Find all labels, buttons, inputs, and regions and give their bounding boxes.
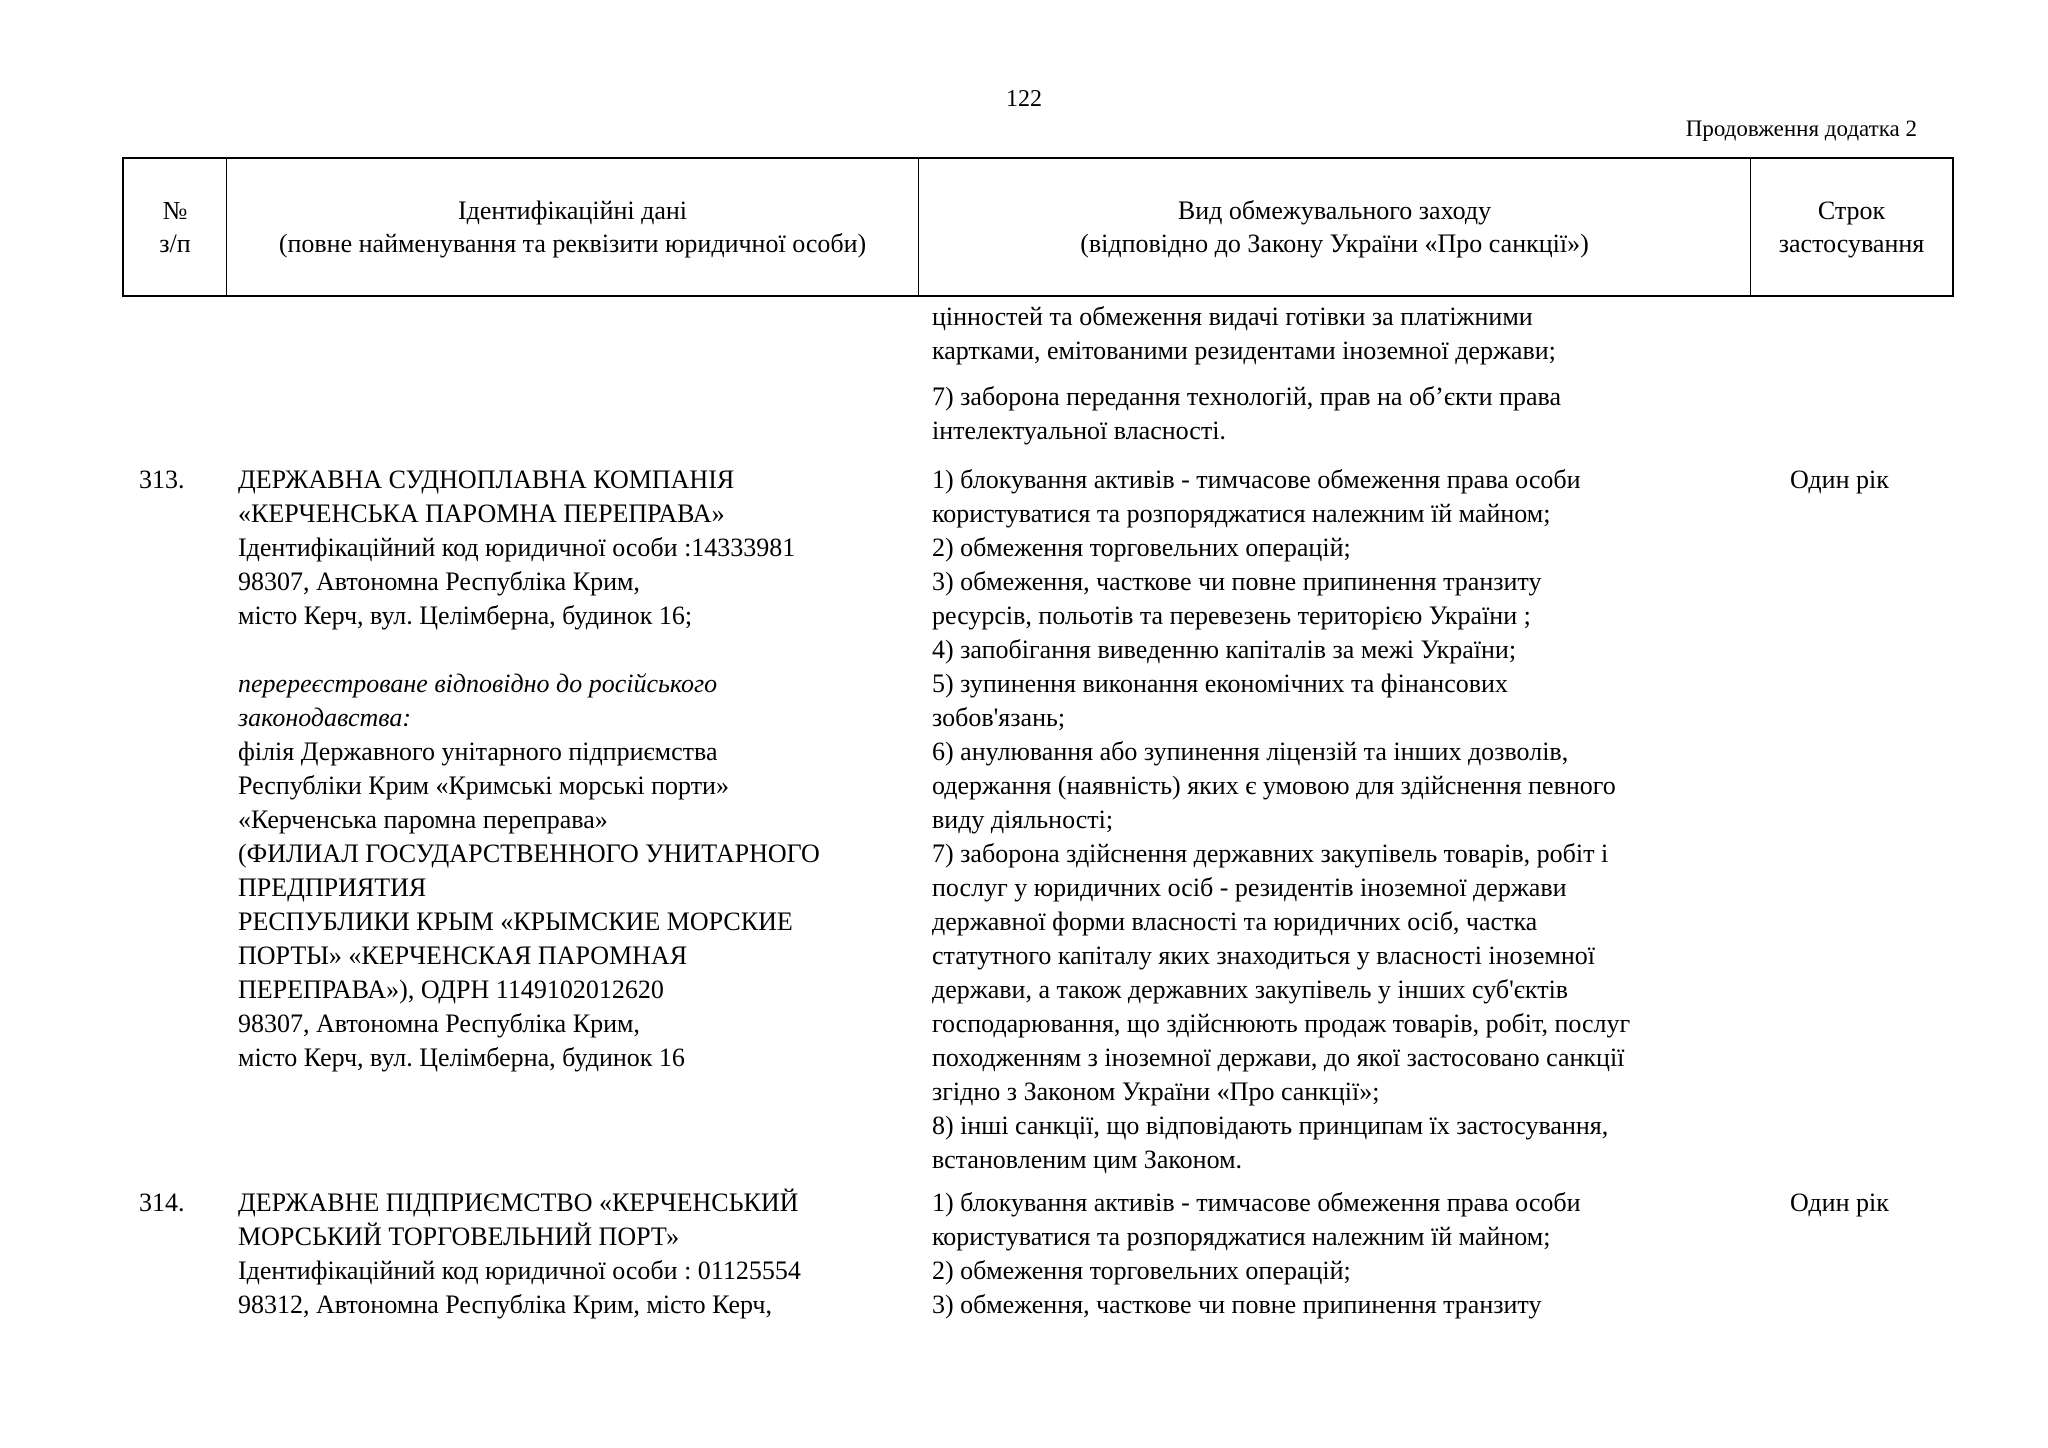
measure-line: державної форми власності та юридичних осіб, частка: [932, 907, 1538, 936]
identification-line: «Керченська паромна переправа»: [238, 805, 608, 834]
identification-line: філія Державного унітарного підприємства: [238, 737, 718, 766]
identification-line: ПОРТЫ» «КЕРЧЕНСКАЯ ПАРОМНАЯ: [238, 941, 688, 970]
measure-line: 4) запобігання виведенню капіталів за межі України;: [932, 635, 1517, 664]
row-314-measures: [932, 1186, 1581, 1322]
identification-line: «КЕРЧЕНСЬКА ПАРОМНА ПЕРЕПРАВА»: [238, 499, 725, 528]
identification-line: (ФИЛИАЛ ГОСУДАРСТВЕННОГО УНИТАРНОГО: [238, 839, 820, 868]
identification-line: Ідентифікаційний код юридичної особи :14333981: [238, 533, 796, 562]
measure-line: 5) зупинення виконання економічних та фінансових: [932, 669, 1508, 698]
measure-line: виду діяльності;: [932, 805, 1114, 834]
identification-line: Ідентифікаційний код юридичної особи : 01125554: [238, 1256, 801, 1285]
measure-line: походженням з іноземної держави, до якої застосовано санкції: [932, 1043, 1625, 1072]
identification-line: місто Керч, вул. Целімберна, будинок 16: [238, 1043, 685, 1072]
measure-line: одержання (наявність) яких є умовою для здійснення певного: [932, 771, 1616, 800]
identification-line: ДЕРЖАВНА СУДНОПЛАВНА КОМПАНІЯ: [238, 465, 735, 494]
identification-line: РЕСПУБЛИКИ КРЫМ «КРЫМСКИЕ МОРСКИЕ: [238, 907, 793, 936]
carryover-line: цінностей та обмеження видачі готівки за платіжними: [932, 302, 1533, 331]
measure-line: ресурсів, польотів та перевезень територією України ;: [932, 601, 1531, 630]
header-term-line2: застосування: [1778, 229, 1925, 258]
header-number-line1: №: [162, 196, 188, 225]
header-identification-line1: Ідентифікаційні дані: [457, 196, 688, 225]
measure-line: послуг у юридичних осіб - резидентів іноземної держави: [932, 873, 1567, 902]
measure-line: господарювання, що здійснюють продаж товарів, робіт, послуг: [932, 1009, 1631, 1038]
carryover-line: картками, емітованими резидентами іноземної держави;: [932, 336, 1556, 365]
identification-line: 98307, Автономна Республіка Крим,: [238, 567, 640, 596]
measure-line: держави, а також державних закупівель у інших суб'єктів: [932, 975, 1569, 1004]
reregistered-note-line: перереєстроване відповідно до російського: [238, 669, 718, 698]
measure-line: 6) анулювання або зупинення ліцензій та інших дозволів,: [932, 737, 1569, 766]
carryover-measures-b: [932, 380, 1561, 448]
page-number: 122: [1006, 86, 1042, 112]
identification-line: 98312, Автономна Республіка Крим, місто Керч,: [238, 1290, 772, 1319]
measure-line: 3) обмеження, часткове чи повне припинення транзиту: [932, 567, 1542, 596]
carryover-line: 7) заборона передання технологій, прав на об’єкти права: [932, 382, 1561, 411]
measure-line: встановленим цим Законом.: [932, 1145, 1243, 1174]
header-measure-line2: (відповідно до Закону України «Про санкції»): [1080, 229, 1589, 258]
table-header: [122, 157, 1954, 297]
header-number-column: [124, 159, 227, 295]
carryover-line: інтелектуальної власності.: [932, 416, 1226, 445]
measure-line: 8) інші санкції, що відповідають принципам їх застосування,: [932, 1111, 1609, 1140]
reregistered-note-line: законодавства:: [238, 703, 412, 732]
row-313-measures: [932, 463, 1630, 1177]
header-term-column: [1751, 159, 1952, 295]
measure-line: зобов'язань;: [932, 703, 1066, 732]
header-term-line1: Строк: [1817, 196, 1886, 225]
measure-line: 1) блокування активів - тимчасове обмеження права особи: [932, 465, 1581, 494]
row-314-number: 314.: [139, 1188, 185, 1217]
carryover-measures-a: [932, 300, 1556, 368]
header-identification-column: [227, 159, 919, 295]
identification-line: Республіки Крим «Кримські морські порти»: [238, 771, 729, 800]
identification-line: 98307, Автономна Республіка Крим,: [238, 1009, 640, 1038]
identification-line: ПРЕДПРИЯТИЯ: [238, 873, 427, 902]
identification-line: ДЕРЖАВНЕ ПІДПРИЄМСТВО «КЕРЧЕНСЬКИЙ: [238, 1188, 799, 1217]
measure-line: 7) заборона здійснення державних закупівель товарів, робіт і: [932, 839, 1609, 868]
header-measure-column: [919, 159, 1751, 295]
continuation-label: Продовження додатка 2: [1685, 116, 1917, 141]
measure-line: згідно з Законом України «Про санкції»;: [932, 1077, 1380, 1106]
measure-line: користуватися та розпоряджатися належним їй майном;: [932, 499, 1551, 528]
header-identification-line2: (повне найменування та реквізити юридичної особи): [278, 229, 867, 258]
row-313-term: Один рік: [1790, 465, 1889, 494]
header-number-line2: з/п: [159, 229, 191, 258]
measure-line: 2) обмеження торговельних операцій;: [932, 1256, 1351, 1285]
measure-line: 1) блокування активів - тимчасове обмеження права особи: [932, 1188, 1581, 1217]
row-314-identification: [238, 1186, 801, 1322]
measure-line: 2) обмеження торговельних операцій;: [932, 533, 1351, 562]
blank-line: [238, 633, 820, 667]
measure-line: 3) обмеження, часткове чи повне припинення транзиту: [932, 1290, 1542, 1319]
identification-line: ПЕРЕПРАВА»), ОДРН 1149102012620: [238, 975, 664, 1004]
row-314-term: Один рік: [1790, 1188, 1889, 1217]
measure-line: статутного капіталу яких знаходиться у власності іноземної: [932, 941, 1595, 970]
row-313-identification: [238, 463, 820, 1075]
row-313-number: 313.: [139, 465, 185, 494]
measure-line: користуватися та розпоряджатися належним їй майном;: [932, 1222, 1551, 1251]
header-measure-line1: Вид обмежувального заходу: [1177, 196, 1492, 225]
identification-line: МОРСЬКИЙ ТОРГОВЕЛЬНИЙ ПОРТ»: [238, 1222, 680, 1251]
identification-line: місто Керч, вул. Целімберна, будинок 16;: [238, 601, 693, 630]
